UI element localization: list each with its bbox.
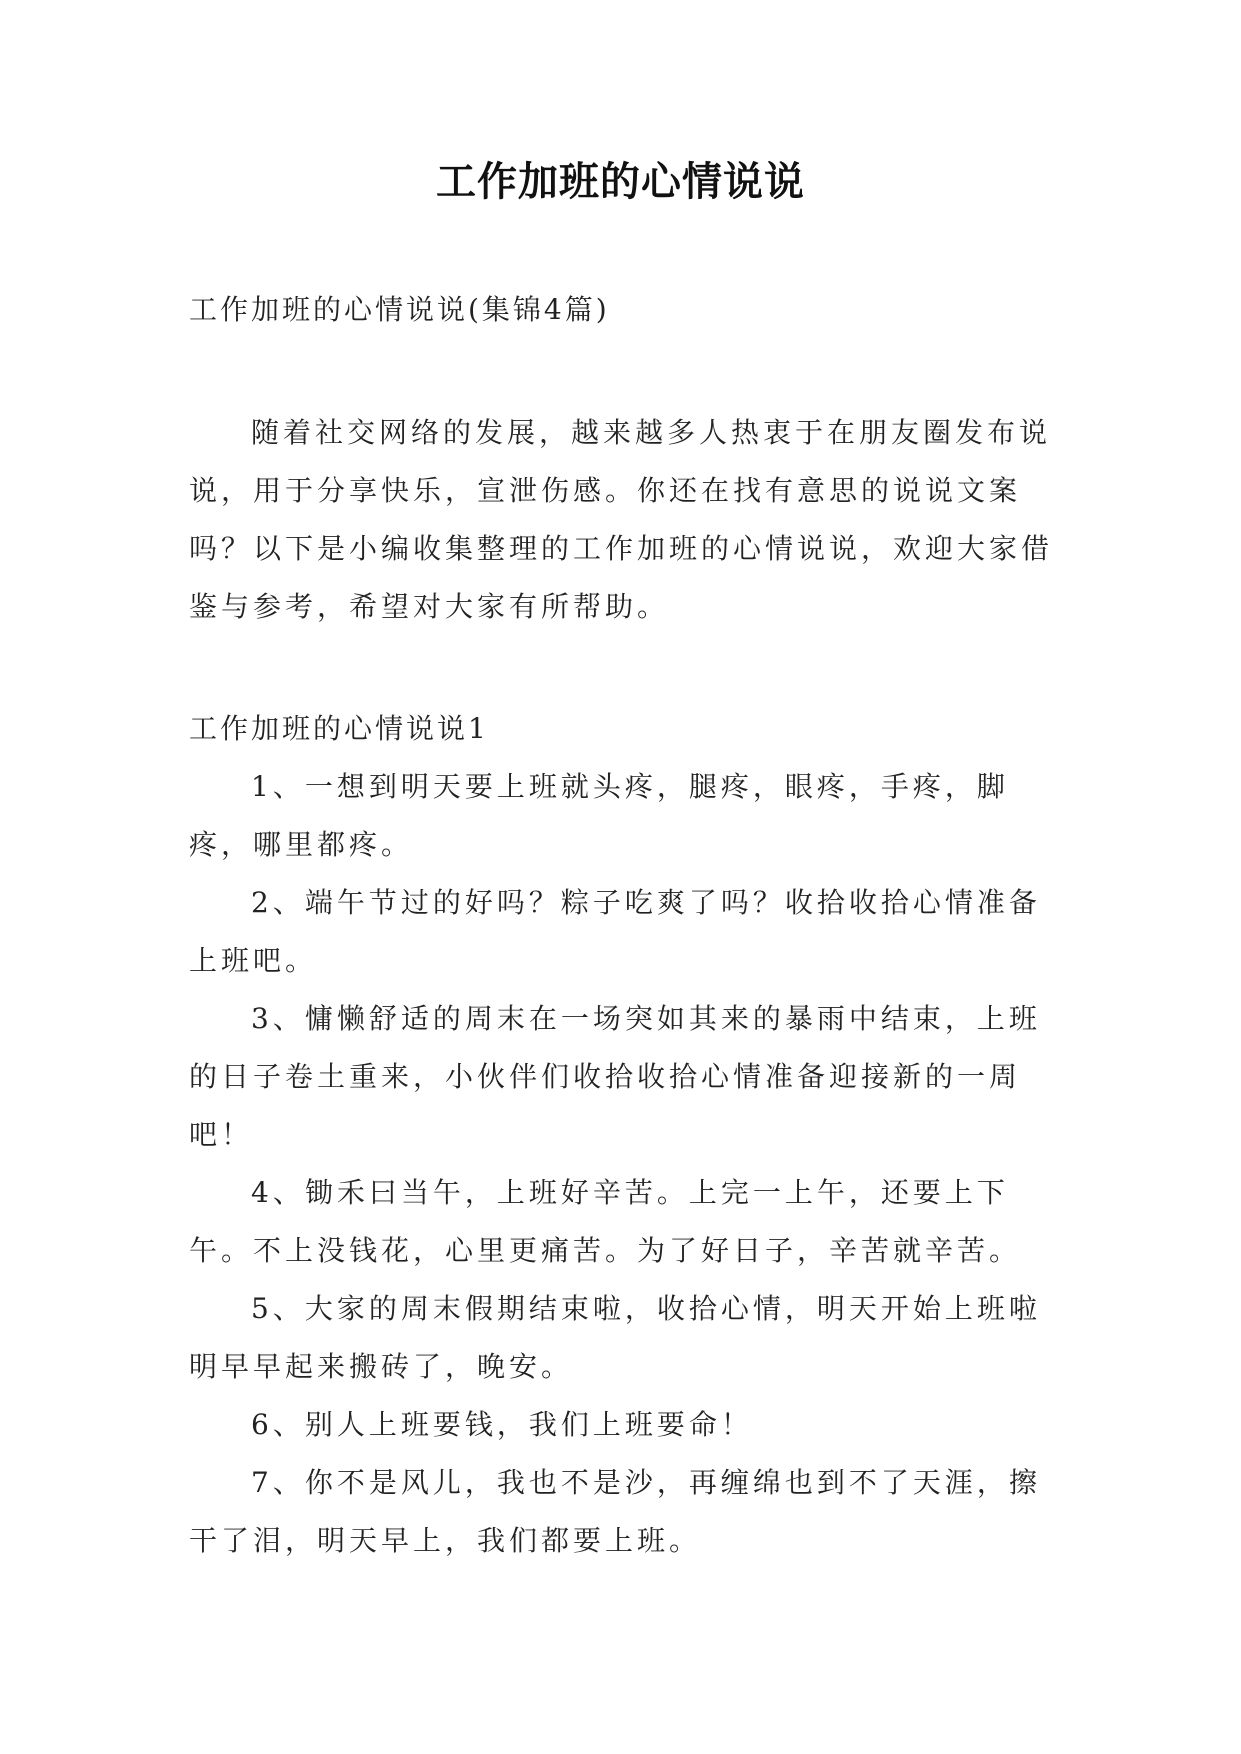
list-item: 7、你不是风儿，我也不是沙，再缠绵也到不了天涯，擦干了泪，明天早上，我们都要上班。 (189, 1466, 1041, 1557)
section-heading: 工作加班的心情说说1 (189, 712, 489, 745)
list-item: 5、大家的周末假期结束啦，收拾心情，明天开始上班啦明早早起来搬砖了，晚安。 (189, 1292, 1041, 1383)
list-item: 4、锄禾曰当午，上班好辛苦。上完一上午，还要上下午。不上没钱花，心里更痛苦。为了好日子，辛苦就辛苦。 (189, 1176, 1022, 1267)
list-item: 2、端午节过的好吗？粽子吃爽了吗？收拾收拾心情准备上班吧。 (189, 886, 1041, 977)
list-item: 6、别人上班要钱，我们上班要命！ (251, 1408, 753, 1441)
document-title: 工作加班的心情说说 (436, 158, 805, 205)
document-subtitle: 工作加班的心情说说(集锦4篇) (189, 293, 610, 326)
intro-paragraph: 随着社交网络的发展，越来越多人热衷于在朋友圈发布说说，用于分享快乐，宣泄伤感。你还在找有意思的说说文案吗？以下是小编收集整理的工作加班的心情说说，欢迎大家借鉴与参考，希望对大家有所帮助。 (189, 416, 1054, 623)
list-item: 1、一想到明天要上班就头疼，腿疼，眼疼，手疼，脚疼，哪里都疼。 (189, 770, 1009, 861)
item-list (189, 758, 1057, 1570)
list-item: 3、慵懒舒适的周末在一场突如其来的暴雨中结束，上班的日子卷土重来，小伙伴们收拾收拾心情准备迎接新的一周吧！ (189, 1002, 1041, 1151)
